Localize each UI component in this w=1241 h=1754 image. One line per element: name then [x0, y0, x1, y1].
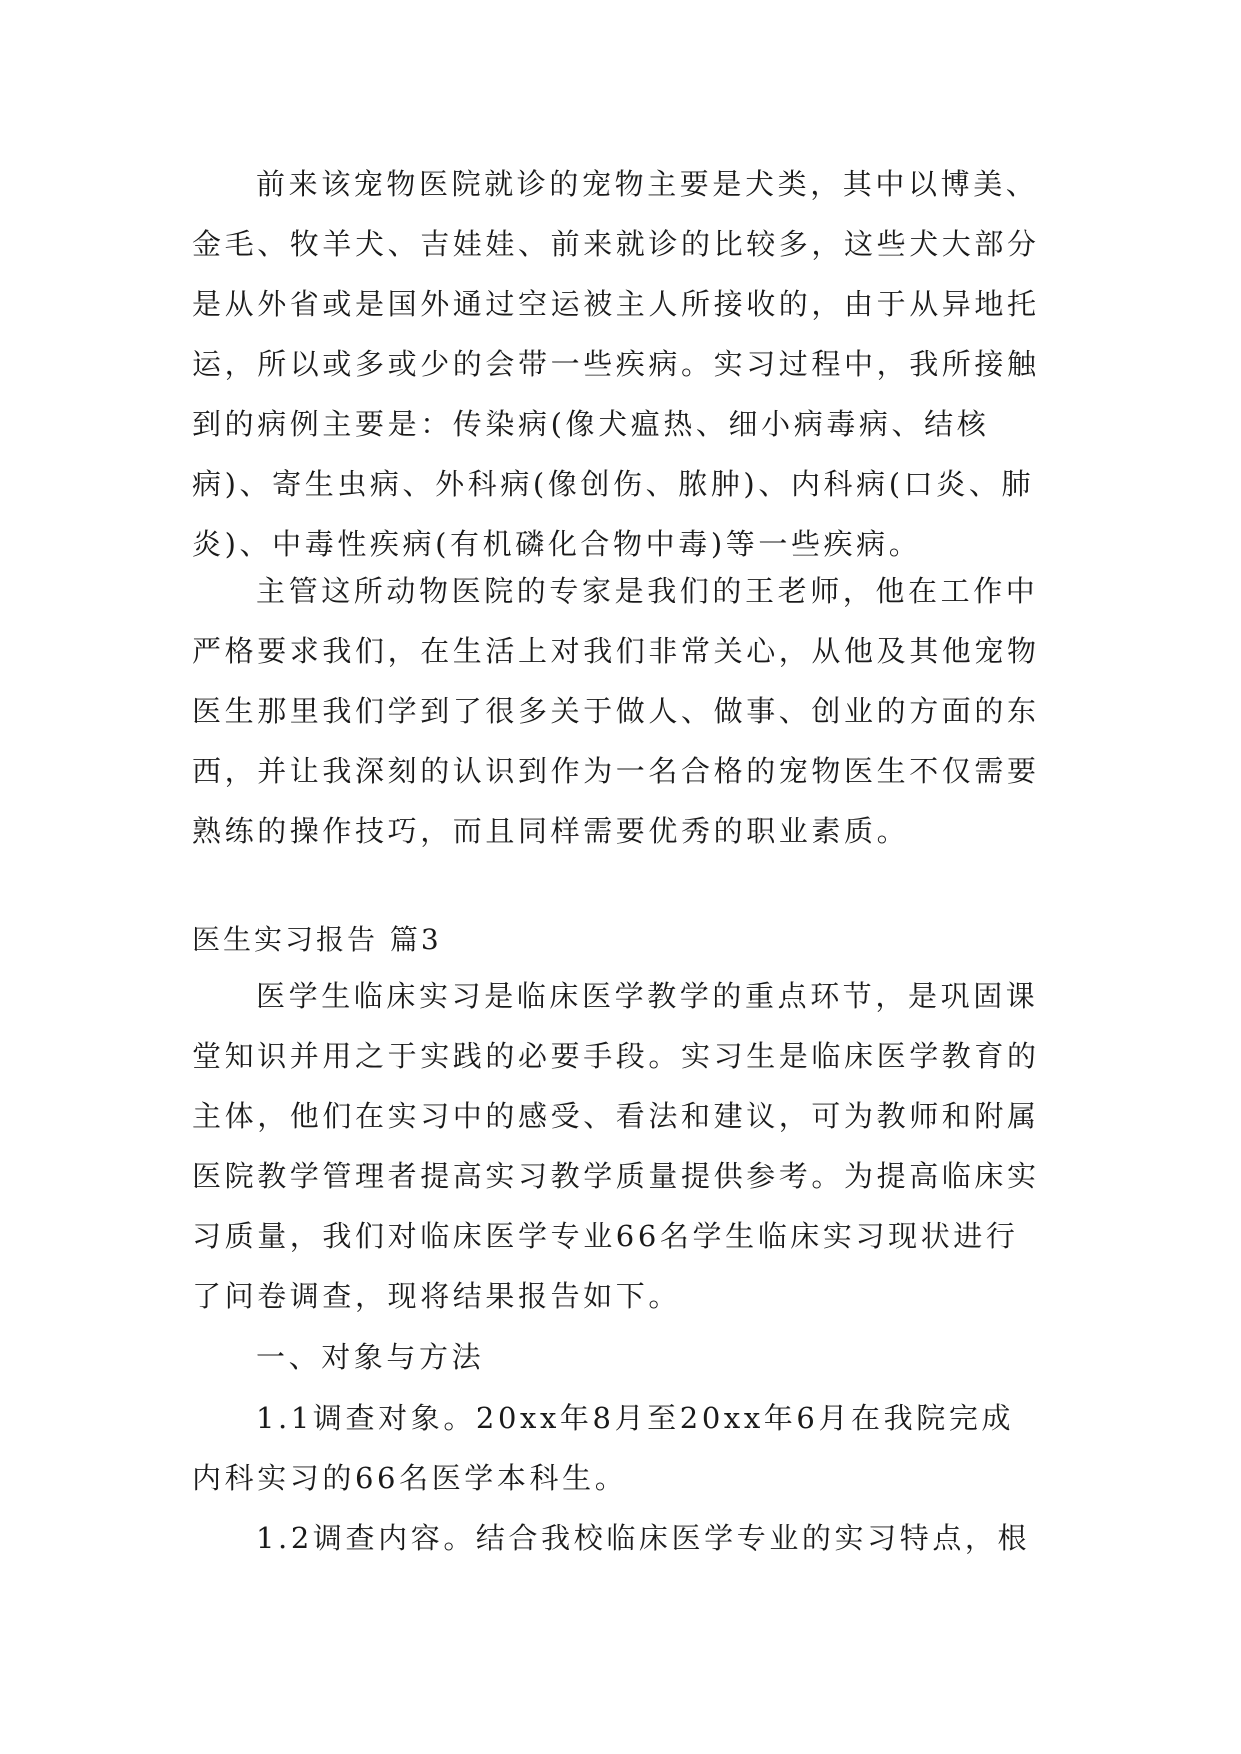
text-line: 是从外省或是国外通过空运被主人所接收的，由于从异地托 — [192, 287, 1040, 321]
paragraph-survey-subjects — [192, 1388, 1072, 1508]
text-line: 前来该宠物医院就诊的宠物主要是犬类，其中以博美、 — [256, 167, 1039, 201]
text-line: 主体，他们在实习中的感受、看法和建议，可为教师和附属 — [192, 1099, 1040, 1133]
text-line: 到的病例主要是：传染病(像犬瘟热、细小病毒病、结核 — [192, 407, 990, 441]
text-line: 病)、寄生虫病、外科病(像创伤、脓肿)、内科病(口炎、肺 — [192, 467, 1035, 501]
paragraph-clinical-intro — [192, 966, 1072, 1326]
text-line: 医生那里我们学到了很多关于做人、做事、创业的方面的东 — [192, 694, 1040, 728]
text-line: 主管这所动物医院的专家是我们的王老师，他在工作中 — [256, 574, 1039, 608]
paragraph-survey-content — [192, 1508, 1072, 1568]
paragraph-teacher — [192, 561, 1072, 861]
paragraph-pet-cases — [192, 154, 1072, 574]
text-line: 1.2调查内容。结合我校临床医学专业的实习特点，根 — [256, 1521, 1031, 1555]
text-line: 严格要求我们，在生活上对我们非常关心，从他及其他宠物 — [192, 634, 1040, 668]
text-line: 了问卷调查，现将结果报告如下。 — [192, 1279, 682, 1313]
text-line: 西，并让我深刻的认识到作为一名合格的宠物医生不仅需要 — [192, 754, 1040, 788]
text-line: 熟练的操作技巧，而且同样需要优秀的职业素质。 — [192, 814, 910, 848]
text-line: 1.1调查对象。20xx年8月至20xx年6月在我院完成 — [256, 1401, 1015, 1435]
text-line: 金毛、牧羊犬、吉娃娃、前来就诊的比较多，这些犬大部分 — [192, 227, 1040, 261]
text-line: 运，所以或多或少的会带一些疾病。实习过程中，我所接触 — [192, 347, 1040, 381]
text-line: 炎)、中毒性疾病(有机磷化合物中毒)等一些疾病。 — [192, 527, 922, 561]
text-line: 堂知识并用之于实践的必要手段。实习生是临床医学教育的 — [192, 1039, 1040, 1073]
text-line: 内科实习的66名医学本科生。 — [192, 1461, 628, 1495]
section-heading: 医生实习报告 篇3 — [192, 923, 442, 956]
text-line: 一、对象与方法 — [256, 1340, 485, 1374]
subsection-heading — [192, 1327, 1072, 1387]
text-line: 医学生临床实习是临床医学教学的重点环节，是巩固课 — [256, 979, 1039, 1013]
text-line: 习质量，我们对临床医学专业66名学生临床实习现状进行 — [192, 1219, 1019, 1253]
text-line: 医院教学管理者提高实习教学质量提供参考。为提高临床实 — [192, 1159, 1040, 1193]
